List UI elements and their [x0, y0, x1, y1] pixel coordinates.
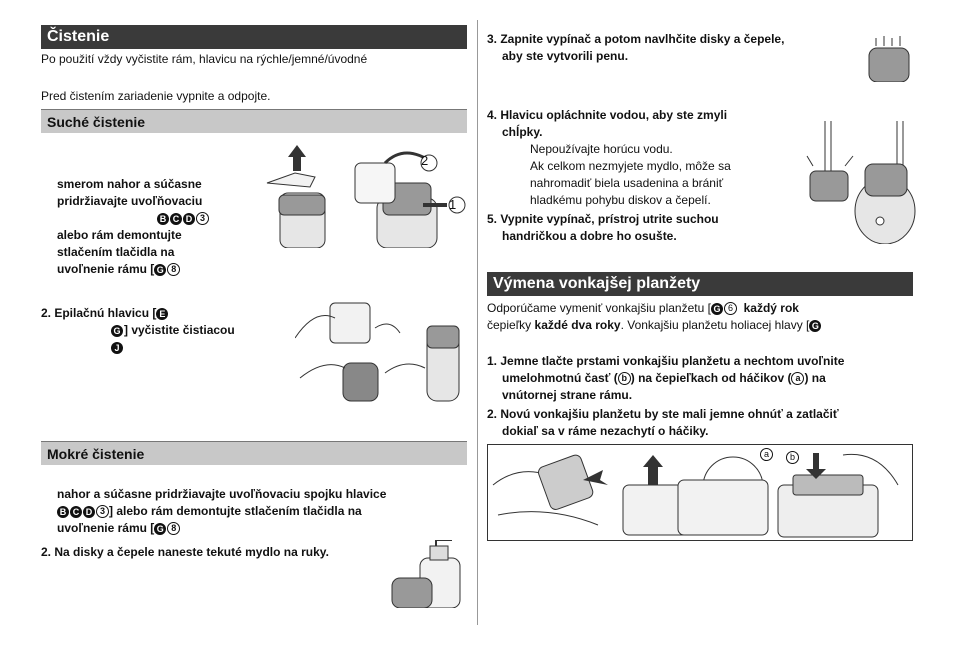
foil-replacement-figure [487, 444, 913, 541]
section-title-cleaning: Čistenie [41, 25, 467, 49]
figure-label-2: 2 [421, 153, 429, 168]
step-4-line-1: 4. Hlavicu opláchnite vodou, aby ste zmyli [487, 108, 728, 122]
wet-ref-badge-d: D [83, 506, 95, 518]
step-4 [487, 107, 727, 141]
foil-paragraph [487, 300, 927, 334]
foil-p1-bold: každý rok [743, 301, 799, 315]
column-divider [477, 20, 478, 625]
dry-line-5 [57, 261, 257, 278]
foil-step-2-line-2: dokiaľ sa v ráme nezachytí o háčiky. [502, 424, 709, 438]
foil-step-2 [487, 406, 927, 440]
wet-line-3 [57, 520, 457, 537]
foil-ref-badge-g-2: G [809, 320, 821, 332]
foil-step-1-line-2 [487, 370, 927, 387]
dry-step-2-text-2: ] vyčistite čistiacou [124, 323, 235, 337]
brush-cleaning-illustration [295, 298, 465, 403]
dry-line-2: pridržiavajte uvoľňovaciu [57, 194, 203, 208]
ref-letter-a: a [791, 372, 804, 385]
wet-ref-badge-c: C [70, 506, 82, 518]
dry-line-3: alebo rám demontujte [57, 228, 182, 242]
wet-ref-badge-g: G [154, 523, 166, 535]
step-4-line-2: chĺpky. [502, 125, 543, 139]
wet-ref-badge-b: B [57, 506, 69, 518]
dry-badges-line [57, 210, 257, 227]
dry-cleaning-illustration [255, 143, 470, 248]
foil-s1-text-b: ) na čepieľkach od háčikov ( [630, 371, 792, 385]
wet-line-2-text: ] alebo rám demontujte stlačením tlačidla na [109, 504, 362, 518]
intro-text-2: Pred čistením zariadenie vypnite a odpojte. [41, 89, 271, 103]
wet-line-1: nahor a súčasne pridržiavajte uvoľňovaciu spojku hlavice [57, 487, 387, 501]
wet-line-2 [57, 503, 457, 520]
note-4: hladkému pohybu diskov a čepelí. [530, 193, 711, 207]
dry-cleaning-instructions [57, 176, 257, 278]
ref-num-3: 3 [196, 212, 209, 225]
foil-paragraph-line-1 [487, 300, 927, 317]
step-5 [487, 211, 719, 245]
foil-step-1 [487, 353, 927, 404]
ref-badge-d: D [183, 213, 195, 225]
note-3: nahromadiť biela usadenina a brániť [530, 176, 724, 190]
dry-step-2-line-3 [41, 339, 261, 356]
note-1: Nepoužívajte horúcu vodu. [530, 142, 673, 156]
foil-step-1-line-1: 1. Jemne tlačte prstami vonkajšiu planžetu a nechtom uvoľnite [487, 354, 845, 368]
ref-badge-g-2: G [111, 325, 123, 337]
ref-badge-j: J [111, 342, 123, 354]
step-4-notes [530, 141, 731, 209]
dry-step-2-line-2 [41, 322, 261, 339]
foil-p2-bold: každé dva roky [534, 318, 621, 332]
soap-illustration [390, 540, 465, 608]
foil-s1-text-c: ) na [804, 371, 826, 385]
dry-line-4: stlačením tlačidla na [57, 245, 175, 259]
dry-cleaning-heading: Suché čistenie [41, 109, 467, 133]
step-3 [487, 31, 784, 65]
foil-p1-text: Odporúčame vymeniť vonkajšiu planžetu [ [487, 301, 711, 315]
step-5-line-1: 5. Vypnite vypínač, prístroj utrite suchou [487, 212, 719, 226]
step-3-line-1: 3. Zapnite vypínač a potom navlhčite disky a čepele, [487, 32, 785, 46]
foil-p2-text-b: . Vonkajšiu planžetu holiacej hlavy [ [620, 318, 810, 332]
foil-s1-text-a: umelohmotnú časť ( [502, 371, 618, 385]
rinse-illustration [805, 116, 917, 244]
ref-badge-c: C [170, 213, 182, 225]
foil-replacement-illustration [488, 445, 912, 540]
figure-label-1: 1 [449, 197, 457, 212]
figure-letter-a: a [760, 448, 773, 461]
ref-badge-b: B [157, 213, 169, 225]
foil-ref-num-6: 6 [724, 302, 737, 315]
figure-letter-b: b [786, 451, 799, 464]
wet-step-2: 2. Na disky a čepele naneste tekuté mydlo na ruky. [41, 545, 329, 559]
wet-cleaning-instructions [57, 486, 457, 537]
intro-text-1: Po použití vždy vyčistite rám, hlavicu na rýchle/jemné/úvodné [41, 52, 368, 66]
note-2: Ak celkom nezmyjete mydlo, môže sa [530, 159, 731, 173]
dry-step-2-text: 2. Epilačnú hlavicu [ [41, 306, 157, 320]
foil-step-2-line-1: 2. Novú vonkajšiu planžetu by ste mali jemne ohnúť a zatlačiť [487, 407, 839, 421]
wet-ref-num-3: 3 [96, 505, 109, 518]
dry-step-2-line-1 [41, 305, 261, 322]
wet-line-3-text: uvoľnenie rámu [ [57, 521, 155, 535]
foam-illustration [864, 36, 914, 82]
ref-num-8: 8 [167, 263, 180, 276]
dry-step-2 [41, 305, 261, 356]
foil-step-1-line-3: vnútornej strane rámu. [502, 388, 633, 402]
ref-badge-g: G [154, 264, 166, 276]
foil-ref-badge-g: G [711, 303, 723, 315]
ref-letter-b: b [618, 372, 631, 385]
ref-badge-e: E [156, 308, 168, 320]
dry-line-5-text: uvoľnenie rámu [ [57, 262, 155, 276]
step-5-line-2: handričkou a dobre ho osušte. [502, 229, 677, 243]
foil-paragraph-line-2 [487, 317, 927, 334]
dry-line-1: smerom nahor a súčasne [57, 177, 202, 191]
step-3-line-2: aby ste vytvorili penu. [502, 49, 629, 63]
wet-cleaning-heading: Mokré čistenie [41, 441, 467, 465]
foil-p2-text-a: čepieľky [487, 318, 535, 332]
wet-ref-num-8: 8 [167, 522, 180, 535]
section-title-foil-replacement: Výmena vonkajšej planžety [487, 272, 913, 296]
